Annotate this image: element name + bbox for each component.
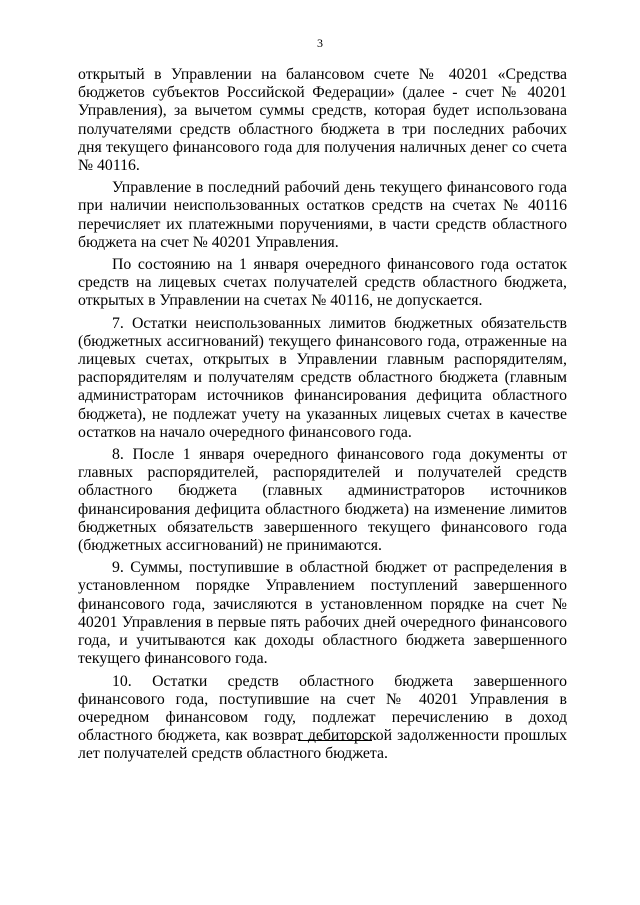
paragraph-january-balance: По состоянию на 1 января очередного финансового года остаток средств на лицевых счетах получателей средств областного бюджета, открытых в Управлении на счетах № 40116, не допускается.: [78, 256, 567, 310]
paragraph-item-10: 10. Остатки средств областного бюджета завершенного финансового года, поступившие на счет № 40201 Управления в очередном финансовом году, подлежат перечислению в доход областного бюджета, как возврат дебиторской задолженности прошлых лет получателей средств областного бюджета.: [78, 672, 567, 763]
paragraph-item-7: 7. Остатки неиспользованных лимитов бюджетных обязательств (бюджетных ассигнований) текущего финансового года, отраженные на лицевых счетах, открытых в Управлении главным распорядителям, распорядителям и получателям средств областного бюджета (главным администраторам источников финансирования дефицита областного бюджета), не подлежат учету на указанных лицевых счетах в качестве остатков на начало очередного финансового года.: [78, 314, 567, 441]
page-number: 3: [317, 36, 323, 50]
paragraph-continuation: открытый в Управлении на балансовом счете № 40201 «Средства бюджетов субъектов Российской Федерации» (далее - счет № 40201 Управления), за вычетом суммы средств, которая будет использована получателями средств областного бюджета в три последних рабочих дня текущего финансового года для получения наличных денег со счета № 40116.: [78, 66, 567, 175]
paragraph-item-9: 9. Суммы, поступившие в областной бюджет от распределения в установленном порядке Управлением поступлений завершенного финансового года, зачисляются в установленном порядке на счет № 40201 Управления в первые пять рабочих дней очередного финансового года, и учитываются как доходы областного бюджета завершенного текущего финансового года.: [78, 559, 567, 668]
closing-divider: [298, 740, 372, 741]
document-body: [78, 66, 567, 768]
paragraph-item-8: 8. После 1 января очередного финансового года документы от главных распорядителей, распорядителей и получателей средств областного бюджета (главных администраторов источников финансирования дефицита областного бюджета) на изменение лимитов бюджетных обязательств завершенного текущего финансового года (бюджетных ассигнований) не принимаются.: [78, 446, 567, 555]
paragraph-transfer-remainders: Управление в последний рабочий день текущего финансового года при наличии неиспользованных остатков средств на счетах № 40116 перечисляет их платежными поручениями, в части средств областного бюджета на счет № 40201 Управления.: [78, 179, 567, 251]
